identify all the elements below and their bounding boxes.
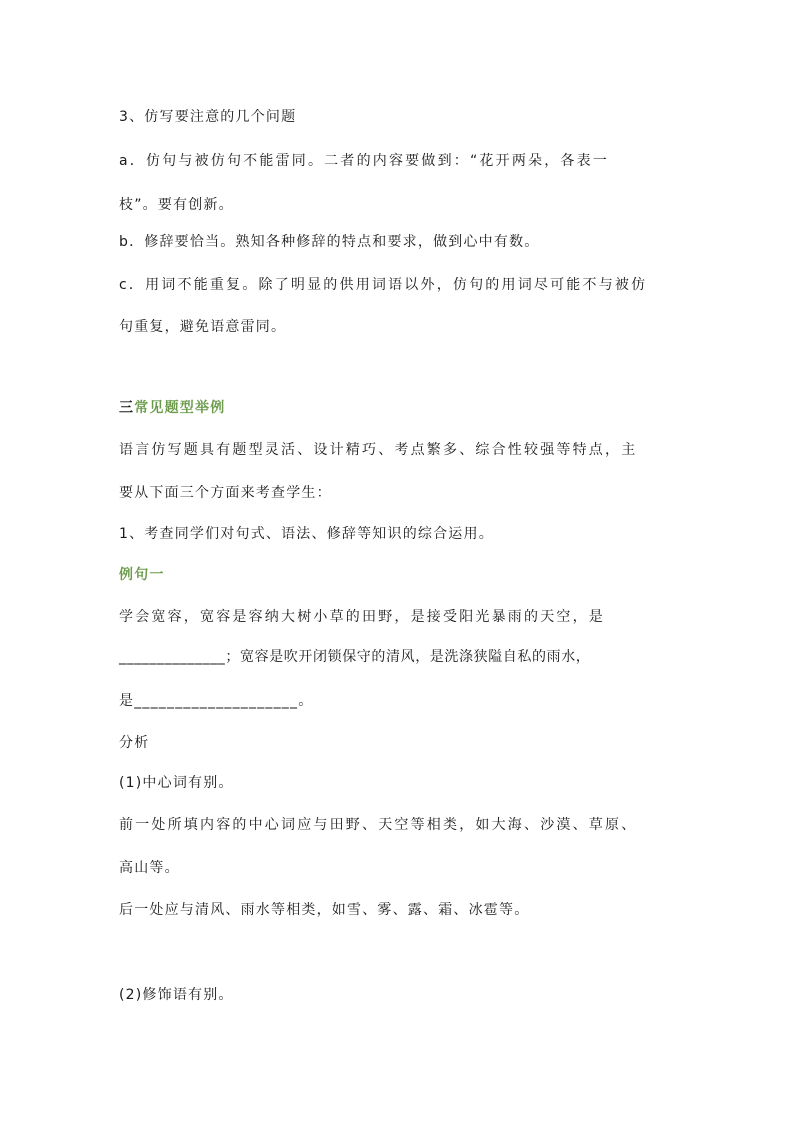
analysis-label: 分析 bbox=[119, 735, 150, 751]
paragraph-heading-3: 3、仿写要注意的几个问题 bbox=[119, 109, 297, 125]
intro-line1: 语言仿写题具有题型灵活、设计精巧、考点繁多、综合性较强等特点，主 bbox=[119, 442, 638, 458]
intro-line2: 要从下面三个方面来考查学生： bbox=[119, 485, 332, 501]
analysis-text-line2: 高山等。 bbox=[119, 860, 180, 876]
example-line3: 是____________________。 bbox=[119, 693, 314, 709]
example-title: 例句一 bbox=[119, 567, 165, 583]
analysis-point-2: (2)修饰语有别。 bbox=[119, 987, 234, 1003]
paragraph-b: b．修辞要恰当。熟知各种修辞的特点和要求，做到心中有数。 bbox=[119, 234, 540, 250]
point-1: 1、考查同学们对句式、语法、修辞等知识的综合运用。 bbox=[119, 526, 494, 542]
paragraph-c-line2: 句重复，避免语意雷同。 bbox=[119, 319, 287, 335]
example-line2: ______________；宽容是吹开闭锁保守的清风，是洗涤狭隘自私的雨水， bbox=[119, 649, 591, 665]
section-number: 三 bbox=[119, 400, 135, 416]
example-line1: 学会宽容，宽容是容纳大树小草的田野，是接受阳光暴雨的天空，是 bbox=[119, 609, 605, 625]
paragraph-c-line1: c．用词不能重复。除了明显的供用词语以外，仿句的用词尽可能不与被仿 bbox=[119, 277, 648, 293]
paragraph-a-line1: a．仿句与被仿句不能雷同。二者的内容要做到：“花开两朵，各表一 bbox=[119, 153, 610, 169]
section-title: 常见题型举例 bbox=[134, 400, 226, 416]
analysis-text-2: 后一处应与清风、雨水等相类，如雪、雾、露、霜、冰雹等。 bbox=[119, 902, 530, 918]
analysis-text-line1: 前一处所填内容的中心词应与田野、天空等相类，如大海、沙漠、草原、 bbox=[119, 817, 638, 833]
section-heading bbox=[119, 398, 679, 418]
analysis-point-1: (1)中心词有别。 bbox=[119, 775, 234, 791]
paragraph-a-line2: 枝”。要有创新。 bbox=[119, 197, 234, 213]
